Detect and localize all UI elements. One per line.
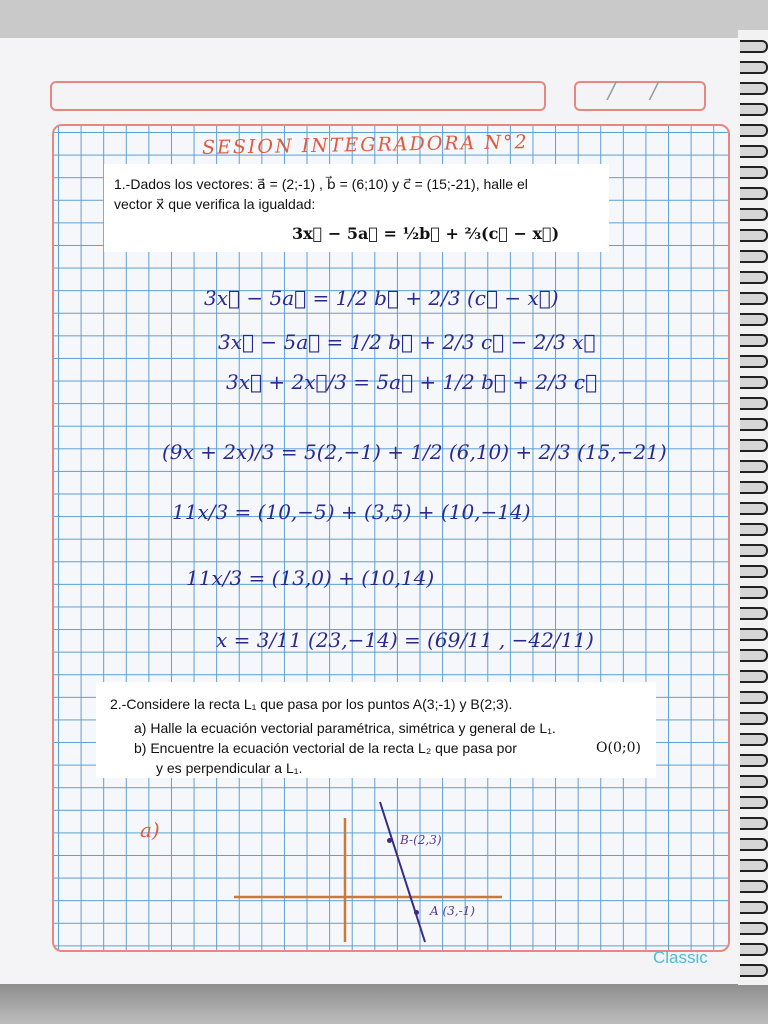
spiral-ring xyxy=(740,250,768,263)
date-field: / / xyxy=(608,79,672,104)
spiral-ring xyxy=(740,40,768,53)
spiral-ring xyxy=(740,61,768,74)
part-a-label: a) xyxy=(140,818,160,842)
spiral-ring xyxy=(740,943,768,956)
point-a-dot xyxy=(414,910,419,915)
spiral-ring xyxy=(740,838,768,851)
point-b-dot xyxy=(387,838,392,843)
spiral-ring xyxy=(740,628,768,641)
spiral-ring xyxy=(740,565,768,578)
spiral-ring xyxy=(740,208,768,221)
spiral-ring xyxy=(740,355,768,368)
spiral-ring xyxy=(740,397,768,410)
problem-2-item-a: a) Halle la ecuación vectorial paramétrica, simétrica y general de L₁. xyxy=(134,720,556,736)
spiral-binding xyxy=(738,30,768,985)
spiral-ring xyxy=(740,418,768,431)
spiral-ring xyxy=(740,796,768,809)
line-l1 xyxy=(380,802,425,942)
problem-2-card xyxy=(96,682,656,778)
spiral-ring xyxy=(740,754,768,767)
spiral-ring xyxy=(740,481,768,494)
spiral-ring xyxy=(740,103,768,116)
spiral-ring xyxy=(740,187,768,200)
problem-2-origin-point: O(0;0) xyxy=(596,740,641,756)
spiral-ring xyxy=(740,586,768,599)
spiral-ring xyxy=(740,817,768,830)
brand-logo-text: Classic xyxy=(653,948,708,967)
spiral-ring xyxy=(740,502,768,515)
problem-1-text-line-1: 1.-Dados los vectores: a⃗ = (2;-1) , b⃗ = (6;10) y c⃗ = (15;-21), halle el xyxy=(114,176,528,192)
spiral-ring xyxy=(740,880,768,893)
spiral-ring xyxy=(740,670,768,683)
problem-1-card xyxy=(104,164,609,252)
spiral-ring xyxy=(740,544,768,557)
spiral-ring xyxy=(740,124,768,137)
solution-step-6: 11x/3 = (13,0) + (10,14) xyxy=(186,566,435,590)
solution-step-2: 3x⃗ − 5a⃗ = 1/2 b⃗ + 2/3 c⃗ − 2/3 x⃗ xyxy=(218,330,596,354)
spiral-ring xyxy=(740,523,768,536)
spiral-ring xyxy=(740,313,768,326)
spiral-ring xyxy=(740,292,768,305)
sketch-graph xyxy=(220,800,520,950)
solution-step-4: (9x + 2x)/3 = 5(2,−1) + 1/2 (6,10) + 2/3 (15,−21) xyxy=(162,440,667,464)
spiral-ring xyxy=(740,271,768,284)
spiral-ring xyxy=(740,334,768,347)
spiral-ring xyxy=(740,145,768,158)
spiral-ring xyxy=(740,712,768,725)
spiral-ring xyxy=(740,901,768,914)
problem-1-formula: 3x⃗ − 5a⃗ = ½b⃗ + ⅔(c⃗ − x⃗) xyxy=(292,224,560,243)
spiral-ring xyxy=(740,733,768,746)
page-shadow xyxy=(0,984,768,1024)
spiral-ring xyxy=(740,376,768,389)
page-title: SESION INTEGRADORA N°2 xyxy=(201,131,529,159)
spiral-ring xyxy=(740,439,768,452)
spiral-ring xyxy=(740,607,768,620)
point-b-label: B-(2,3) xyxy=(400,833,442,847)
spiral-ring xyxy=(740,649,768,662)
spiral-ring xyxy=(740,460,768,473)
spiral-ring xyxy=(740,82,768,95)
problem-2-text-line-1: 2.-Considere la recta L₁ que pasa por los puntos A(3;-1) y B(2;3). xyxy=(110,696,513,712)
header-name-box xyxy=(50,81,546,111)
spiral-ring xyxy=(740,964,768,977)
spiral-ring xyxy=(740,229,768,242)
solution-step-3: 3x⃗ + 2x⃗/3 = 5a⃗ + 1/2 b⃗ + 2/3 c⃗ xyxy=(226,370,598,394)
solution-step-7: x = 3/11 (23,−14) = (69/11 , −42/11) xyxy=(216,628,594,652)
problem-2-item-b-continued: y es perpendicular a L₁. xyxy=(156,760,303,776)
spiral-ring xyxy=(740,166,768,179)
problem-2-item-b: b) Encuentre la ecuación vectorial de la recta L₂ que pasa por xyxy=(134,740,517,756)
solution-step-1: 3x⃗ − 5a⃗ = 1/2 b⃗ + 2/3 (c⃗ − x⃗) xyxy=(204,286,559,310)
solution-step-5: 11x/3 = (10,−5) + (3,5) + (10,−14) xyxy=(172,500,531,524)
problem-1-text-line-2: vector x⃗ que verifica la igualdad: xyxy=(114,196,316,212)
point-a-label: A (3,-1) xyxy=(430,904,475,918)
spiral-ring xyxy=(740,859,768,872)
spiral-ring xyxy=(740,775,768,788)
spiral-ring xyxy=(740,922,768,935)
spiral-ring xyxy=(740,691,768,704)
